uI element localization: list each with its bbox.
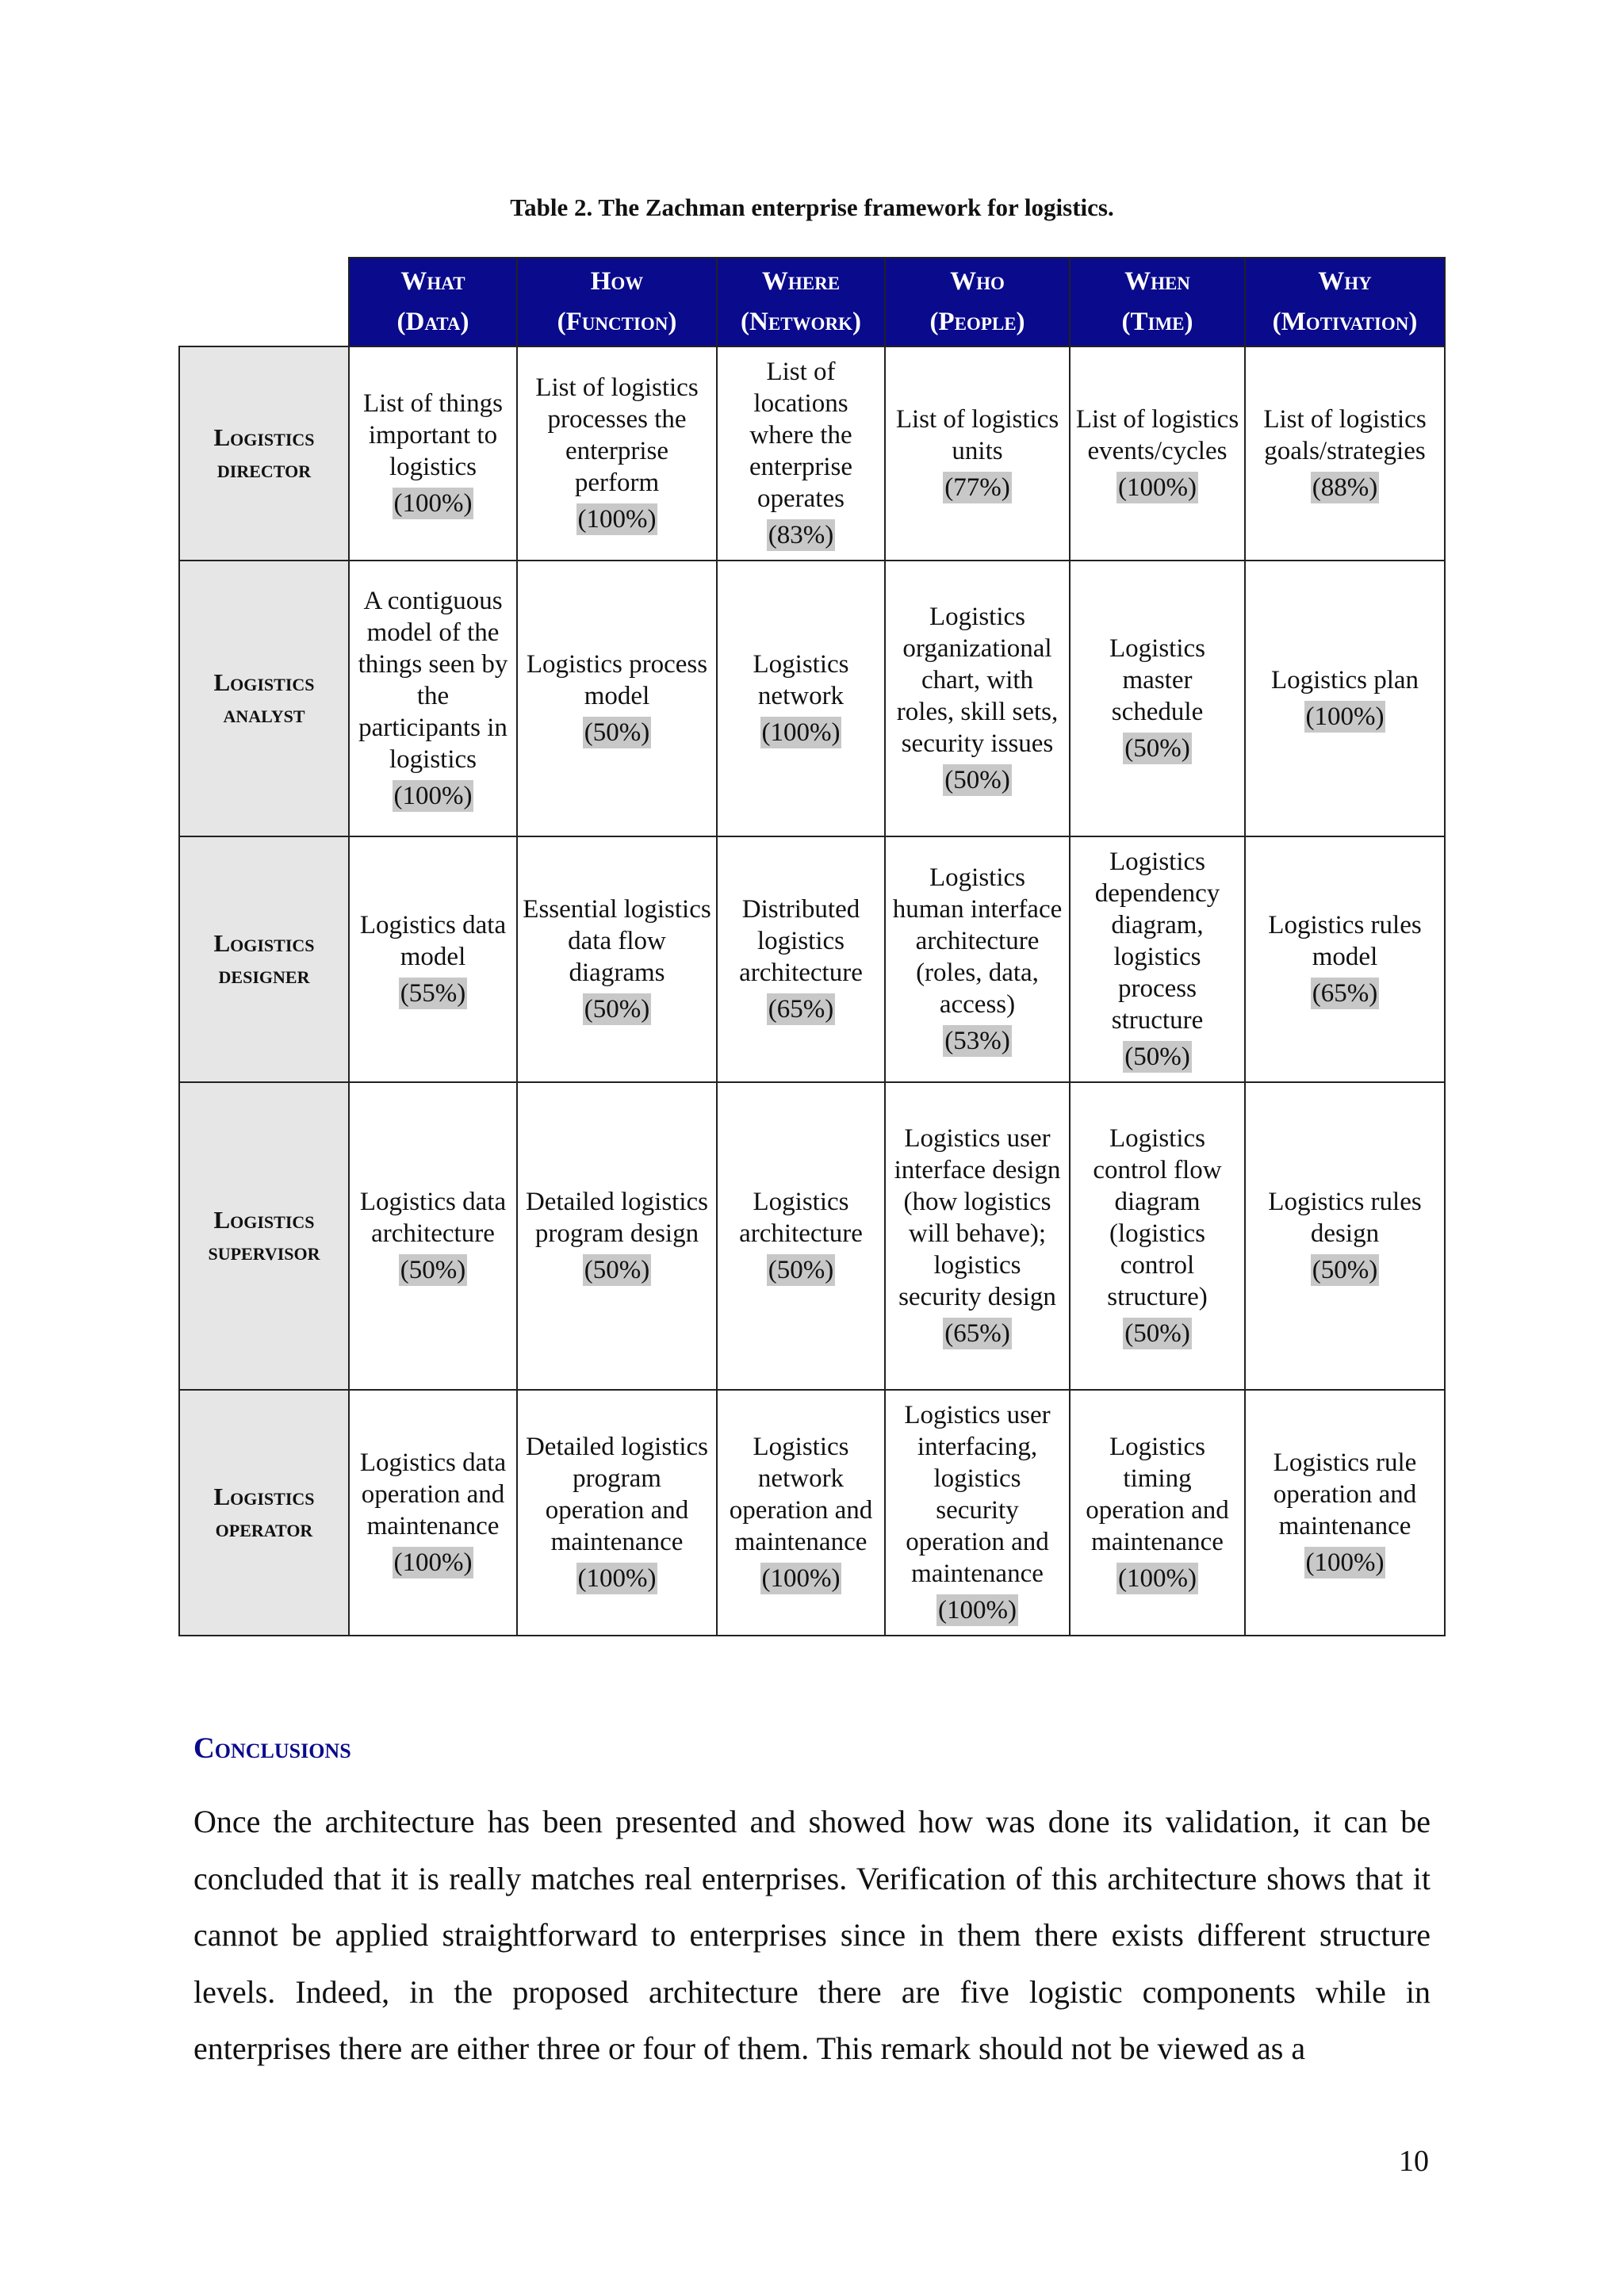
percentage-badge: (50%): [1312, 1256, 1378, 1284]
table-cell: [885, 561, 1070, 836]
percentage-badge: (100%): [393, 782, 473, 810]
column-header-line: (People): [929, 308, 1025, 336]
table-header-row: [179, 258, 1445, 346]
table-cell: [717, 1082, 885, 1390]
percentage-badge: (65%): [944, 1319, 1010, 1348]
table-cell: [349, 836, 517, 1082]
table-cell: [885, 1390, 1070, 1636]
column-header-line: (Data): [396, 308, 469, 336]
table-row-operator: [179, 1390, 1445, 1636]
cell-text: List of logistics processes the enterprise perform: [535, 373, 699, 497]
cell-text: Logistics dependency diagram, logistics process structure: [1094, 848, 1220, 1035]
percentage-badge: (83%): [768, 521, 834, 549]
cell-text: Logistics data model: [359, 911, 507, 971]
table-cell: [517, 1082, 717, 1390]
cell-text: Logistics rules model: [1268, 911, 1422, 971]
percentage-badge: (55%): [400, 979, 466, 1008]
percentage-badge: (100%): [393, 1548, 473, 1577]
table-cell: [885, 346, 1070, 561]
percentage-badge: (50%): [584, 718, 650, 747]
percentage-badge: (50%): [1124, 1043, 1190, 1071]
table-cell: [349, 561, 517, 836]
column-header-how: [517, 258, 717, 346]
table-corner: [179, 258, 349, 346]
cell-text: Distributed logistics architecture: [739, 895, 863, 987]
row-header-line: supervisor: [208, 1238, 320, 1265]
cell-text: Logistics network: [753, 650, 849, 710]
percentage-badge: (53%): [944, 1027, 1010, 1055]
column-header-line: Why: [1318, 267, 1372, 296]
column-header-line: When: [1124, 267, 1190, 296]
column-header-where: [717, 258, 885, 346]
row-header-line: Logistics: [213, 423, 315, 451]
percentage-badge: (100%): [577, 1564, 657, 1593]
percentage-badge: (77%): [944, 473, 1010, 502]
cell-text: Detailed logistics program operation and maintenance: [525, 1433, 709, 1556]
column-header-line: What: [400, 267, 465, 296]
percentage-badge: (88%): [1312, 473, 1378, 502]
row-header-director: [179, 346, 349, 561]
table-cell: [517, 561, 717, 836]
table-cell: [517, 346, 717, 561]
column-header-line: (Time): [1121, 308, 1193, 336]
table-cell: [885, 1082, 1070, 1390]
table-row-designer: [179, 836, 1445, 1082]
table-cell: [717, 836, 885, 1082]
cell-text: Logistics data operation and maintenance: [359, 1448, 507, 1540]
cell-text: Logistics architecture: [739, 1188, 863, 1248]
cell-text: Logistics user interfacing, logistics security operation and maintenance: [904, 1401, 1051, 1588]
table-cell: [349, 1390, 517, 1636]
percentage-badge: (100%): [761, 718, 841, 747]
cell-text: List of locations where the enterprise operates: [749, 358, 853, 513]
zachman-table: [178, 257, 1446, 1636]
row-header-line: Logistics: [213, 929, 315, 957]
table-cell: [1070, 1082, 1245, 1390]
percentage-badge: (65%): [768, 995, 834, 1024]
table-cell: [717, 561, 885, 836]
column-header-line: How: [590, 267, 644, 296]
column-header-line: Where: [761, 267, 841, 296]
cell-text: Logistics master schedule: [1109, 634, 1205, 726]
cell-text: Logistics network operation and maintenance: [729, 1433, 873, 1556]
row-header-line: operator: [215, 1514, 313, 1542]
cell-text: Logistics human interface architecture (roles, data, access): [892, 863, 1063, 1019]
table-cell: [1245, 346, 1445, 561]
cell-text: Logistics plan: [1270, 666, 1419, 695]
table-cell: [517, 1390, 717, 1636]
cell-text: Essential logistics data flow diagrams: [523, 895, 711, 987]
column-header-what: [349, 258, 517, 346]
table-cell: [349, 346, 517, 561]
table-row-supervisor: [179, 1082, 1445, 1390]
table-cell: [517, 836, 717, 1082]
table-cell: [717, 1390, 885, 1636]
percentage-badge: (50%): [584, 1256, 650, 1284]
table-cell: [1245, 1082, 1445, 1390]
body-paragraph: Once the architecture has been presented and showed how was done its validation, it can be concluded that it is really matches real enterprises. Verification of this architecture shows that it cannot be applied straightforward to enterprises since in them there exists different structure levels. Indeed, in the proposed architecture there are five logistic components while in enterprises there are either three or four of them. This remark should not be viewed as a: [193, 1804, 1431, 2066]
table-row-director: [179, 346, 1445, 561]
row-header-line: analyst: [223, 700, 305, 728]
row-header-line: Logistics: [213, 1483, 315, 1510]
percentage-badge: (65%): [1312, 979, 1378, 1008]
table-cell: [1245, 836, 1445, 1082]
cell-text: Detailed logistics program design: [525, 1188, 709, 1248]
table-cell: [1070, 346, 1245, 561]
percentage-badge: (100%): [1305, 702, 1385, 731]
column-header-who: [885, 258, 1070, 346]
percentage-badge: (100%): [1305, 1548, 1385, 1577]
cell-text: Logistics control flow diagram (logistics control structure): [1093, 1124, 1222, 1311]
percentage-badge: (50%): [1124, 734, 1190, 763]
column-header-line: Who: [950, 267, 1005, 296]
table-row-analyst: [179, 561, 1445, 836]
row-header-line: Logistics: [213, 1206, 315, 1234]
percentage-badge: (50%): [1124, 1319, 1190, 1348]
percentage-badge: (100%): [761, 1564, 841, 1593]
column-header-line: (Network): [741, 308, 861, 336]
table-cell: [1245, 1390, 1445, 1636]
table-cell: [1070, 1390, 1245, 1636]
percentage-badge: (100%): [1118, 1564, 1197, 1593]
row-header-analyst: [179, 561, 349, 836]
row-header-operator: [179, 1390, 349, 1636]
cell-text: List of things important to logistics: [362, 389, 503, 481]
column-header-line: (Motivation): [1272, 308, 1418, 336]
table-cell: [1070, 561, 1245, 836]
cell-text: List of logistics events/cycles: [1075, 405, 1239, 465]
cell-text: Logistics process model: [526, 650, 708, 710]
row-header-line: designer: [218, 961, 310, 989]
percentage-badge: (50%): [768, 1256, 834, 1284]
page-number: 10: [1399, 2145, 1429, 2178]
cell-text: A contiguous model of the things seen by the participants in logistics: [358, 587, 508, 774]
table-cell: [1070, 836, 1245, 1082]
row-header-supervisor: [179, 1082, 349, 1390]
percentage-badge: (100%): [577, 505, 657, 534]
table-cell: [349, 1082, 517, 1390]
percentage-badge: (50%): [944, 766, 1010, 794]
cell-text: Logistics organizational chart, with roles, skill sets, security issues: [896, 603, 1059, 758]
row-header-designer: [179, 836, 349, 1082]
percentage-badge: (100%): [938, 1596, 1017, 1624]
column-header-why: [1245, 258, 1445, 346]
cell-text: Logistics rule operation and maintenance: [1273, 1448, 1417, 1540]
percentage-badge: (50%): [584, 995, 650, 1024]
table-cell: [885, 836, 1070, 1082]
cell-text: Logistics rules design: [1268, 1188, 1422, 1248]
cell-text: List of logistics goals/strategies: [1263, 405, 1427, 465]
section-title: Conclusions: [193, 1732, 351, 1765]
column-header-line: (Function): [557, 308, 677, 336]
cell-text: Logistics user interface design (how logistics will behave); logistics security design: [894, 1124, 1061, 1311]
percentage-badge: (50%): [400, 1256, 466, 1284]
table-cell: [717, 346, 885, 561]
row-header-line: Logistics: [213, 668, 315, 696]
table-caption: Table 2. The Zachman enterprise framework for logistics.: [510, 193, 1114, 221]
percentage-badge: (100%): [1118, 473, 1197, 502]
percentage-badge: (100%): [393, 489, 473, 518]
table-cell: [1245, 561, 1445, 836]
row-header-line: director: [216, 455, 312, 483]
column-header-when: [1070, 258, 1245, 346]
cell-text: Logistics data architecture: [359, 1188, 507, 1248]
cell-text: Logistics timing operation and maintenance: [1086, 1433, 1229, 1556]
cell-text: List of logistics units: [895, 405, 1059, 465]
